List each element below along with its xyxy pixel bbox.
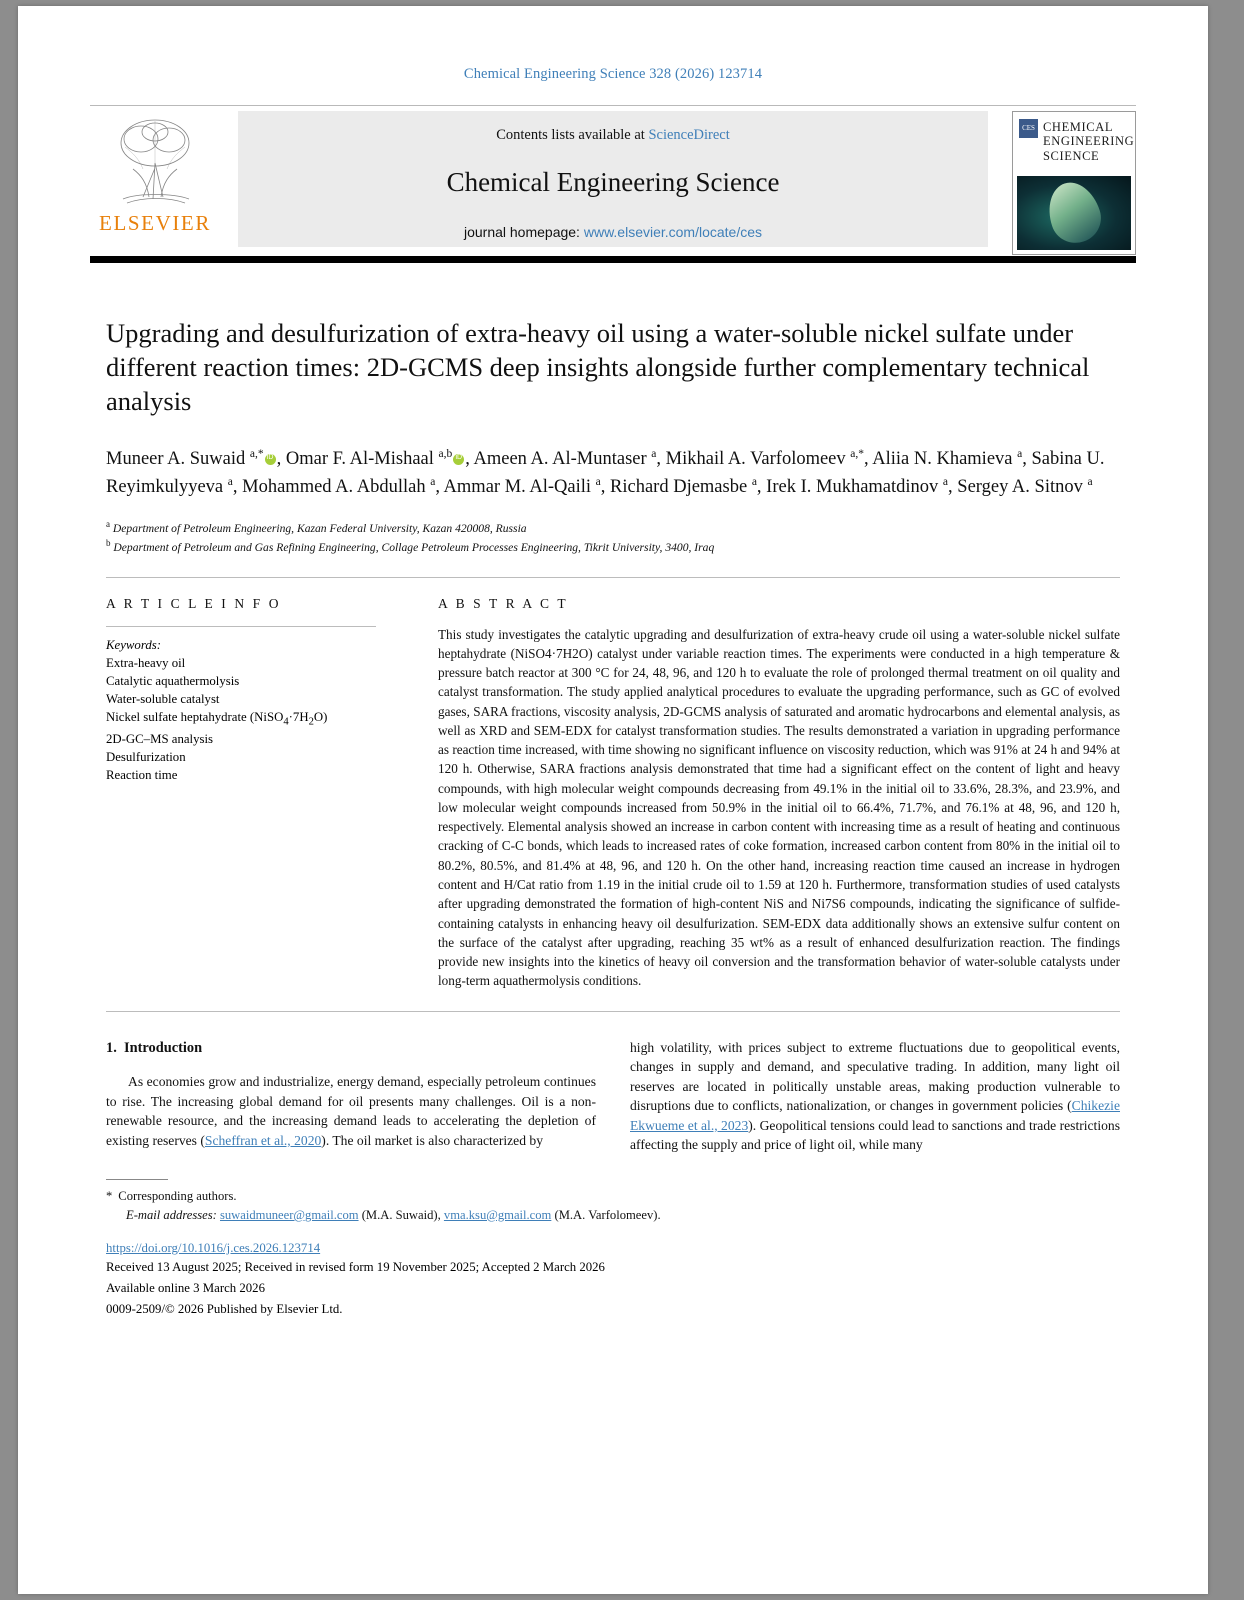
cover-badge: CES — [1019, 119, 1038, 138]
cover-title-line1: CHEMICAL — [1043, 120, 1114, 134]
journal-banner — [238, 111, 988, 247]
keyword-item: Catalytic aquathermolysis — [106, 673, 240, 688]
intro-right-post: ). Geopolitical tensions could lead to sanctions and trade restrictions affecting the supply and price of light oil, while many — [630, 1117, 1120, 1153]
email-note — [106, 1206, 1120, 1225]
affiliation-a-text: Department of Petroleum Engineering, Kazan Federal University, Kazan 420008, Russia — [112, 521, 527, 535]
affil-marker: a — [942, 476, 949, 489]
affiliation-b-text: Department of Petroleum and Gas Refining Engineering, Collage Petroleum Processes Engineering, Tikrit University, 3400, Iraq — [113, 541, 715, 555]
page-title: Upgrading and desulfurization of extra-heavy oil using a water-soluble nickel sulfate under different reaction times: 2D-GCMS deep insights alongside further complementary technical analysis — [106, 318, 1090, 416]
received-dates: Received 13 August 2025; Received in revised form 19 November 2025; Accepted 2 March 2026 — [106, 1259, 605, 1274]
author-list: Muneer A. Suwaid $^{a,*}$ iD , Omar F. Al-Mishaal $^{a,b}$ iD , Ameen A. Al-Muntaser $^a$, Mikhail A. Varfolomeev $^{a,*}$, Aliia N. Khamieva $^a$, Sabina U. Reyimkulyyeva $^a$, Mohammed A. Abdullah $^a$, Ammar M. Al-Qaili $^a$, Richard Djemasbe $^a$, Irek I. Mukhamatdinov $^a$, Sergey A. Sitnov $^a$ — [106, 445, 1120, 502]
info-abstract-row — [106, 596, 1120, 991]
cover-title-line2: ENGINEERING — [1043, 134, 1135, 149]
email-owner-1: (M.A. Suwaid), — [361, 1207, 441, 1222]
orcid-icon[interactable] — [265, 454, 276, 465]
contents-prefix: Contents lists available at — [496, 127, 649, 143]
abstract-column — [406, 596, 1120, 991]
journal-cover-thumbnail — [1012, 111, 1136, 255]
paper-page — [18, 6, 1208, 1594]
affil-marker: a — [595, 476, 601, 489]
citation-link[interactable]: Chikezie Ekwueme et al., 2023 — [630, 1098, 1120, 1133]
article-info-heading: A R T I C L E I N F O — [106, 595, 282, 611]
abstract-bottom-rule — [106, 1011, 1120, 1012]
affil-marker: a,b — [438, 447, 453, 460]
citation-link[interactable]: Scheffran et al., 2020 — [204, 1133, 322, 1149]
elsevier-wordmark: ELSEVIER — [99, 211, 211, 235]
cover-leaf-shape — [1041, 176, 1107, 249]
abstract-heading: A B S T R A C T — [438, 595, 569, 611]
cover-title-line3: SCIENCE — [1043, 148, 1100, 163]
affil-label-b: b — [106, 538, 111, 549]
journal-title: Chemical Engineering Science — [446, 167, 780, 197]
corresponding-star: * — [106, 1188, 113, 1203]
article-info-column — [106, 596, 406, 991]
keyword-item: Water-soluble catalyst — [106, 691, 220, 706]
body-columns — [106, 1038, 1120, 1155]
abstract-text: This study investigates the catalytic upgrading and desulfurization of extra-heavy crude oil using a water-soluble nickel sulfate heptahydrate (NiSO4·7H2O) catalyst under variable reaction times. The experiments were conducted in a high temperature & pressure batch reactor at 300 °C for 24, 48, 96, and 120 h to evaluate the role of prolonged thermal treatment on oil quality and catalyst transformation. The study applied analytical procedures to evaluate the upgrading performance, such as GC of evolved gases, SARA fractions, viscosity analysis, 2D-GCMS analysis of saturated and aromatic hydrocarbons and elemental analysis, as well as XRD and SEM-EDX for catalyst transformation studies. The results demonstrated a variation in upgrading performance as reaction time increased, with time showing no significant influence on viscosity reduction, which was 91% at 24 h and 94% at 120 h. Otherwise, SARA fractions analysis demonstrated that time had a significant effect on the content of light and heavy compounds, with high molecular weight compounds decreasing from 49.1% in the initial oil to 33.6%, 28.3%, and 23.9%, and low molecular weight compounds increased from 50.9% in the initial oil to 66.4%, 71.7%, and 76.1% at 48, 96, and 120 h, respectively. Elemental analysis showed an increase in carbon content with increasing time as a result of heating and continuous cracking of C-C bonds, which leads to increased rates of coke formation, increased carbon content from 80% in the initial oil to 80.2%, 80.5%, and 81.4% at 48, 96, and 120 h. On the other hand, increasing reaction time caused an increase in hydrogen content and H/Cat ratio from 1.19 in the initial crude oil to 1.59 at 120 h. Furthermore, transformation studies of used catalysts after upgrading demonstrated the formation of high-content NiS and Ni7S6 compounds, indicating the significance of sulfide-containing catalysts in enhancing heavy oil desulfurization. SEM-EDX data additionally shows an extensive sulfur content on the surface of the catalyst after upgrading, reaching 35 wt% as a result of enhanced desulfurization reaction. The findings provide new insights into the kinetics of heavy oil conversion and the transformation behavior of water-soluble catalysts under long-term aquathermolysis conditions. — [438, 626, 1120, 989]
email-link-2[interactable]: vma.ksu@gmail.com — [443, 1207, 552, 1222]
section-heading — [106, 1038, 596, 1059]
section-title: Introduction — [124, 1039, 203, 1056]
keyword-item: Extra-heavy oil — [106, 655, 186, 670]
orcid-icon[interactable] — [453, 454, 464, 465]
affiliation-a — [106, 518, 1120, 537]
footnote-rule — [106, 1179, 168, 1180]
masthead-top-rule — [90, 105, 1136, 106]
email-label: E-mail addresses: — [126, 1207, 217, 1222]
footnotes — [106, 1187, 1120, 1225]
keyword-item: Reaction time — [106, 768, 178, 783]
affil-marker: a — [227, 476, 233, 489]
doi-link[interactable]: https://doi.org/10.1016/j.ces.2026.123714 — [106, 1240, 321, 1255]
body-column-left — [106, 1038, 596, 1155]
affiliation-b — [106, 537, 1120, 556]
body-column-right — [630, 1038, 1120, 1155]
corresponding-label: Corresponding authors. — [118, 1188, 237, 1203]
intro-paragraph-left — [106, 1072, 596, 1150]
intro-left-post: ). The oil market is also characterized by — [321, 1133, 543, 1149]
affil-marker: a — [651, 447, 657, 460]
doi-link-row — [106, 1241, 1120, 1256]
affil-marker: a — [1087, 476, 1093, 489]
journal-homepage-link[interactable]: www.elsevier.com/locate/ces — [583, 224, 763, 240]
available-online: Available online 3 March 2026 — [106, 1280, 265, 1295]
affil-marker: a — [1017, 447, 1023, 460]
keyword-item: 2D-GC–MS analysis — [106, 731, 213, 746]
copyright-line: 0009-2509/© 2026 Published by Elsevier Ltd. — [106, 1302, 343, 1317]
affil-marker: a — [751, 476, 757, 489]
intro-left-pre: As economies grow and industrialize, energy demand, especially petroleum continues to rise. The increasing global demand for oil presents many challenges. Oil is a non-renewable resource, and the increasing demand leads to accelerating the depletion of existing reserves ( — [106, 1074, 596, 1149]
journal-reference: Chemical Engineering Science 328 (2026) 123714 — [463, 66, 763, 82]
intro-right-pre: high volatility, with prices subject to extreme fluctuations due to geopolitical events, changes in supply and demand, and speculative trading. In addition, many light oil reserves are located in politically unstable areas, making production vulnerable to disruptions due to conflicts, nationalization, or changes in government policies ( — [630, 1039, 1120, 1114]
elsevier-logo — [90, 113, 220, 236]
email-owner-2: (M.A. Varfolomeev). — [554, 1207, 661, 1222]
contents-line — [238, 111, 988, 144]
keyword-item: Nickel sulfate heptahydrate $(NiSO_4\cdot 7H_2O)$ — [106, 710, 328, 728]
info-top-rule — [106, 577, 1120, 578]
journal-homepage-line — [238, 224, 988, 240]
email-link-1[interactable]: suwaidmuneer@gmail.com — [219, 1207, 359, 1222]
affil-marker: a — [430, 476, 436, 489]
article-info-rule — [106, 626, 376, 627]
affiliations — [106, 518, 1120, 557]
journal-masthead — [90, 105, 1136, 250]
affil-marker: a,* — [249, 447, 264, 460]
keyword-item: Desulfurization — [106, 749, 186, 764]
section-number: 1. — [106, 1039, 117, 1056]
affil-label-a: a — [106, 519, 110, 530]
intro-paragraph-right — [630, 1038, 1120, 1155]
cover-artwork — [1017, 176, 1131, 250]
affil-marker: a,* — [850, 447, 865, 460]
article-content — [106, 317, 1120, 1319]
homepage-prefix: journal homepage: — [463, 224, 584, 240]
keywords-label: Keywords: — [106, 637, 161, 652]
elsevier-tree-icon — [103, 113, 207, 209]
corresponding-author-note — [106, 1187, 1120, 1206]
masthead-black-bar — [90, 256, 1136, 263]
sciencedirect-link[interactable]: ScienceDirect — [648, 127, 730, 143]
keywords-list — [106, 654, 406, 785]
